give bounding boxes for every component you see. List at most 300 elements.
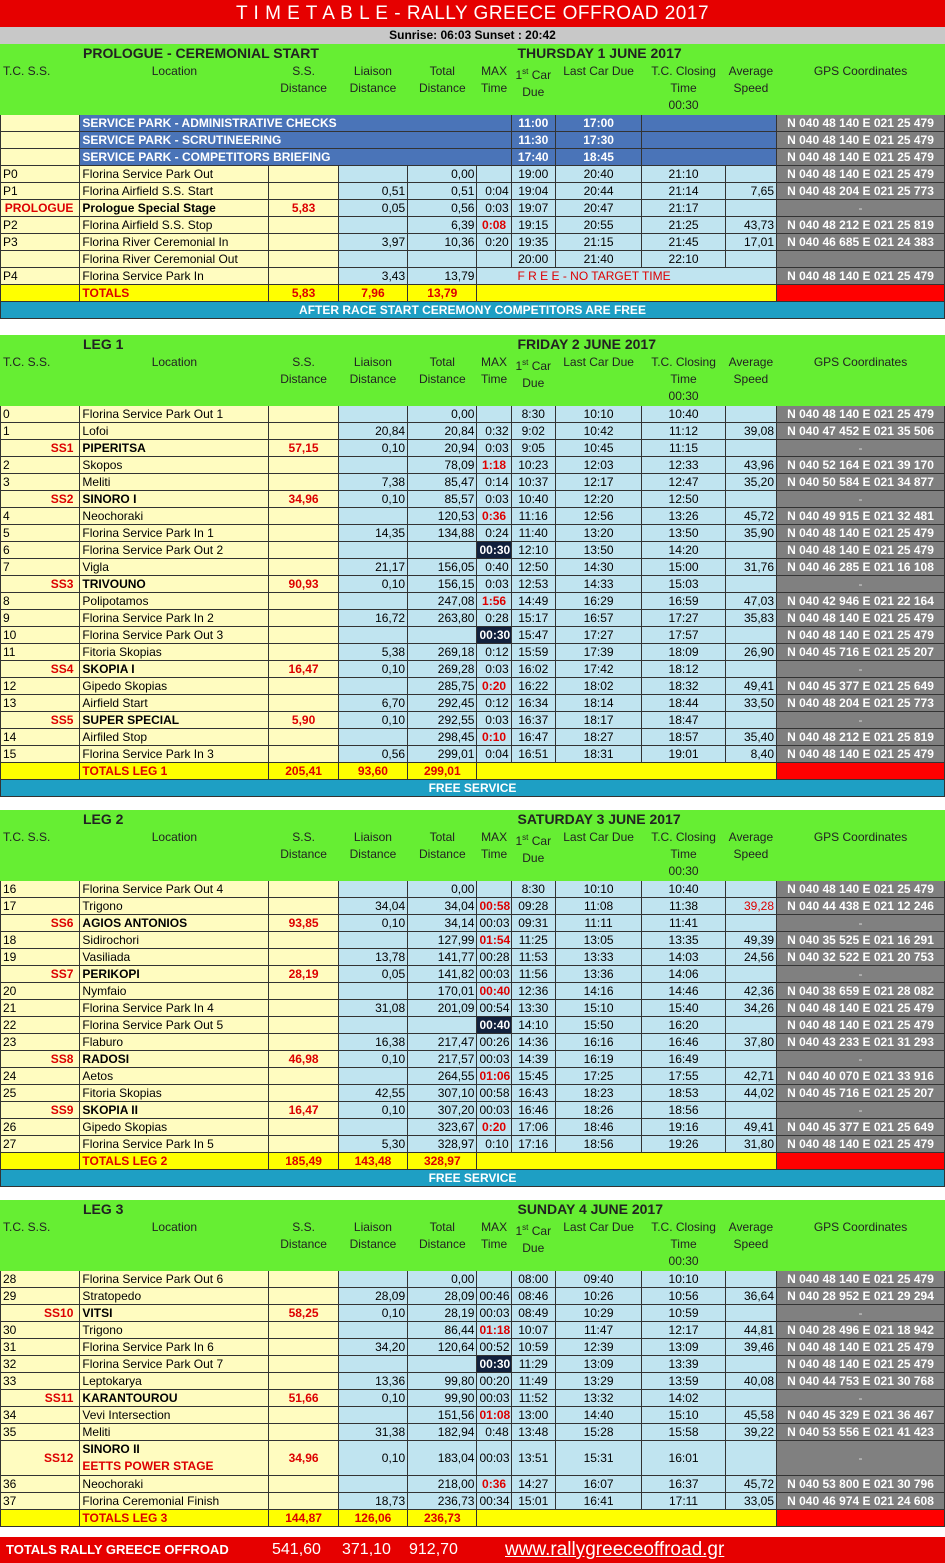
cell-first-car: 14:36 <box>511 1034 555 1051</box>
page-title: T I M E T A B L E - RALLY GREECE OFFROAD 2017 <box>0 0 945 27</box>
table-row <box>1 1000 945 1017</box>
cell-gps: N 040 44 438 E 021 12 246 <box>777 898 945 915</box>
cell-liaison <box>338 251 407 268</box>
cell-last-car: 13:50 <box>555 542 641 559</box>
col-tc-closing <box>642 63 725 115</box>
cell-tcss: 12 <box>1 678 80 695</box>
cell-ss-distance <box>269 644 338 661</box>
cell-avg-speed: 45,72 <box>725 1476 776 1493</box>
cell-tcss: 34 <box>1 1407 80 1424</box>
cell-gps: - <box>777 712 945 729</box>
cell-liaison: 31,08 <box>338 1000 407 1017</box>
cell-ss-distance: 16,47 <box>269 1102 338 1119</box>
table-row <box>1 217 945 234</box>
leg1-table <box>0 335 945 797</box>
section-heading <box>1 811 945 829</box>
cell-max-time: 0:03 <box>477 200 511 217</box>
cell-total: 127,99 <box>408 932 477 949</box>
cell-ss-distance <box>269 1136 338 1153</box>
cell-ss-distance <box>269 234 338 251</box>
cell-tc-closing: 18:12 <box>642 661 725 678</box>
cell-last-car: 17:39 <box>555 644 641 661</box>
cell-location: Florina Ceremonial Finish <box>80 1493 269 1510</box>
cell-location: Florina Service Park Out 1 <box>80 406 269 423</box>
col-avg-speed: Average Speed <box>725 829 776 881</box>
cell-avg-speed: 24,56 <box>725 949 776 966</box>
cell-total: 218,00 <box>408 1476 477 1493</box>
cell-location: Gipedo Skopias <box>80 1119 269 1136</box>
free-no-target-time: F R E E - NO TARGET TIME <box>477 268 777 285</box>
cell-max-time: 00:54 <box>477 1000 511 1017</box>
cell-tc-closing: 18:47 <box>642 712 725 729</box>
cell-avg-speed: 39,46 <box>725 1339 776 1356</box>
cell-gps: N 040 35 525 E 021 16 291 <box>777 932 945 949</box>
cell-total: 328,97 <box>408 1136 477 1153</box>
cell-last-car: 12:03 <box>555 457 641 474</box>
service-name: SERVICE PARK - ADMINISTRATIVE CHECKS <box>80 115 511 132</box>
cell-tcss: SS1 <box>1 440 80 457</box>
cell-first-car: 13:51 <box>511 1441 555 1476</box>
cell-tcss: 8 <box>1 593 80 610</box>
cell-max-time: 01:08 <box>477 1407 511 1424</box>
cell-last-car: 15:28 <box>555 1424 641 1441</box>
cell-total: 78,09 <box>408 457 477 474</box>
cell-total: 34,04 <box>408 898 477 915</box>
cell-location: SUPER SPECIAL <box>80 712 269 729</box>
cell-total: 134,88 <box>408 525 477 542</box>
table-row <box>1 932 945 949</box>
cell-tcss: SS11 <box>1 1390 80 1407</box>
cell-avg-speed <box>725 1051 776 1068</box>
cell-first-car: 10:59 <box>511 1339 555 1356</box>
totals-liaison: 93,60 <box>338 763 407 780</box>
cell-liaison: 0,10 <box>338 491 407 508</box>
cell-liaison <box>338 1476 407 1493</box>
cell-avg-speed: 39,22 <box>725 1424 776 1441</box>
cell-tc-closing: 13:26 <box>642 508 725 525</box>
cell-tc-closing: 19:01 <box>642 746 725 763</box>
col-tcss: T.C. S.S. <box>1 829 80 881</box>
cell-last-car: 12:39 <box>555 1339 641 1356</box>
cell-ss-distance <box>269 1085 338 1102</box>
cell-total: 269,28 <box>408 661 477 678</box>
cell-last-car: 09:40 <box>555 1271 641 1288</box>
cell-tcss: SS12 <box>1 1441 80 1476</box>
cell-total: 99,90 <box>408 1390 477 1407</box>
cell-tc-closing: 18:57 <box>642 729 725 746</box>
cell-max-time: 00:03 <box>477 1441 511 1476</box>
totals-row <box>1 1510 945 1527</box>
cell-first-car: 15:47 <box>511 627 555 644</box>
cell-tc-closing: 19:16 <box>642 1119 725 1136</box>
table-row <box>1 881 945 898</box>
table-row <box>1 1119 945 1136</box>
cell-tc-closing: 15:40 <box>642 1000 725 1017</box>
cell-tc-closing: 11:41 <box>642 915 725 932</box>
cell-first-car: 11:29 <box>511 1356 555 1373</box>
cell-avg-speed <box>725 406 776 423</box>
cell-avg-speed: 45,58 <box>725 1407 776 1424</box>
cell-last-car: 12:56 <box>555 508 641 525</box>
cell-ss-distance <box>269 949 338 966</box>
cell-first-car: 12:53 <box>511 576 555 593</box>
cell-liaison: 7,38 <box>338 474 407 491</box>
cell-gps: - <box>777 1051 945 1068</box>
cell-avg-speed: 47,03 <box>725 593 776 610</box>
table-row <box>1 1085 945 1102</box>
cell-location: Florina Airfield S.S. Start <box>80 183 269 200</box>
banner-text: AFTER RACE START CEREMONY COMPETITORS ARE FREE <box>1 302 945 319</box>
cell-tc-closing: 10:40 <box>642 406 725 423</box>
cell-avg-speed: 43,96 <box>725 457 776 474</box>
cell-max-time: 0:24 <box>477 525 511 542</box>
cell-max-time: 0:20 <box>477 234 511 251</box>
cell-liaison <box>338 729 407 746</box>
cell-max-time: 0:04 <box>477 183 511 200</box>
cell-tc-closing: 16:01 <box>642 1441 725 1476</box>
cell-gps: N 040 46 685 E 021 24 383 <box>777 234 945 251</box>
cell-first-car: 08:46 <box>511 1288 555 1305</box>
cell-liaison: 16,38 <box>338 1034 407 1051</box>
section-date: SUNDAY 4 JUNE 2017 <box>477 1201 945 1219</box>
cell-location: Florina Service Park In 2 <box>80 610 269 627</box>
cell-tcss: 5 <box>1 525 80 542</box>
cell-liaison: 3,43 <box>338 268 407 285</box>
cell-gps: N 040 45 377 E 021 25 649 <box>777 1119 945 1136</box>
cell-liaison <box>338 1119 407 1136</box>
cell-total <box>408 627 477 644</box>
cell-liaison <box>338 678 407 695</box>
cell-first-car: 12:50 <box>511 559 555 576</box>
cell-last-car: 10:45 <box>555 440 641 457</box>
cell-gps: N 040 48 140 E 021 25 479 <box>777 746 945 763</box>
cell-liaison: 18,73 <box>338 1493 407 1510</box>
cell-avg-speed <box>725 966 776 983</box>
service-gps: N 040 48 140 E 021 25 479 <box>777 115 945 132</box>
cell-gps: N 040 52 164 E 021 39 170 <box>777 457 945 474</box>
cell-gps: N 040 46 974 E 021 24 608 <box>777 1493 945 1510</box>
cell-tcss: SS6 <box>1 915 80 932</box>
cell-gps: N 040 48 204 E 021 25 773 <box>777 183 945 200</box>
cell-total: 0,00 <box>408 406 477 423</box>
cell-total: 170,01 <box>408 983 477 1000</box>
table-row <box>1 610 945 627</box>
cell-last-car: 18:14 <box>555 695 641 712</box>
cell-gps: N 040 48 140 E 021 25 479 <box>777 1017 945 1034</box>
cell-avg-speed: 43,73 <box>725 217 776 234</box>
table-row <box>1 627 945 644</box>
cell-ss-distance <box>269 593 338 610</box>
leg2-table <box>0 810 945 1187</box>
cell-ss-distance <box>269 1373 338 1390</box>
cell-gps: N 040 48 140 E 021 25 479 <box>777 627 945 644</box>
cell-avg-speed <box>725 661 776 678</box>
cell-avg-speed: 8,40 <box>725 746 776 763</box>
cell-gps <box>777 251 945 268</box>
cell-ss-distance: 58,25 <box>269 1305 338 1322</box>
col-tc-closing-sub: 00:30 <box>668 864 699 878</box>
cell-max-time: 0:10 <box>477 729 511 746</box>
cell-ss-distance <box>269 1424 338 1441</box>
cell-tcss: P2 <box>1 217 80 234</box>
cell-location: RADOSI <box>80 1051 269 1068</box>
cell-first-car: 11:25 <box>511 932 555 949</box>
totals-total: 328,97 <box>408 1153 477 1170</box>
cell-ss-distance <box>269 406 338 423</box>
col-max-time: MAX Time <box>477 829 511 881</box>
table-row <box>1 457 945 474</box>
grand-totals-total: 912,70 <box>409 1541 458 1558</box>
cell-location: Florina Service Park Out 7 <box>80 1356 269 1373</box>
cell-liaison: 13,78 <box>338 949 407 966</box>
cell-liaison: 0,51 <box>338 183 407 200</box>
cell-gps: N 040 38 659 E 021 28 082 <box>777 983 945 1000</box>
cell-total <box>408 251 477 268</box>
table-row <box>1 678 945 695</box>
table-row <box>1 949 945 966</box>
cell-first-car: 19:00 <box>511 166 555 183</box>
cell-location: Airfiled Stop <box>80 729 269 746</box>
cell-avg-speed: 7,65 <box>725 183 776 200</box>
cell-location: PIPERITSA <box>80 440 269 457</box>
cell-avg-speed <box>725 1305 776 1322</box>
cell-liaison: 0,10 <box>338 915 407 932</box>
cell-first-car: 10:37 <box>511 474 555 491</box>
col-gps: GPS Coordinates <box>777 829 945 881</box>
cell-total: 292,45 <box>408 695 477 712</box>
cell-location: Fitoria Skopias <box>80 644 269 661</box>
cell-tc-closing: 14:20 <box>642 542 725 559</box>
service-name: SERVICE PARK - SCRUTINEERING <box>80 132 511 149</box>
cell-first-car: 14:49 <box>511 593 555 610</box>
cell-gps: N 040 48 140 E 021 25 479 <box>777 881 945 898</box>
cell-total: 34,14 <box>408 915 477 932</box>
cell-first-car: 15:59 <box>511 644 555 661</box>
totals-label: TOTALS LEG 2 <box>80 1153 269 1170</box>
cell-last-car: 18:02 <box>555 678 641 695</box>
cell-ss-distance: 5,83 <box>269 200 338 217</box>
col-last-car: Last Car Due <box>555 1219 641 1271</box>
cell-tc-closing: 14:06 <box>642 966 725 983</box>
cell-tc-closing: 15:58 <box>642 1424 725 1441</box>
cell-location: Polipotamos <box>80 593 269 610</box>
cell-total: 0,56 <box>408 200 477 217</box>
cell-total: 236,73 <box>408 1493 477 1510</box>
leg3-table <box>0 1200 945 1527</box>
cell-location: KARANTOUROU <box>80 1390 269 1407</box>
cell-liaison <box>338 217 407 234</box>
cell-last-car: 16:19 <box>555 1051 641 1068</box>
cell-max-time: 0:03 <box>477 576 511 593</box>
table-row <box>1 508 945 525</box>
cell-first-car: 19:04 <box>511 183 555 200</box>
table-row <box>1 661 945 678</box>
cell-avg-speed: 49,41 <box>725 678 776 695</box>
cell-last-car: 21:40 <box>555 251 641 268</box>
table-row <box>1 695 945 712</box>
cell-gps: - <box>777 661 945 678</box>
cell-last-car: 18:17 <box>555 712 641 729</box>
cell-tc-closing: 17:11 <box>642 1493 725 1510</box>
section-title: PROLOGUE - CEREMONIAL START <box>1 45 477 63</box>
cell-last-car: 10:10 <box>555 406 641 423</box>
cell-total: 6,39 <box>408 217 477 234</box>
col-ss-distance: S.S. Distance <box>269 354 338 406</box>
cell-location: Vasiliada <box>80 949 269 966</box>
cell-avg-speed: 26,90 <box>725 644 776 661</box>
cell-gps: N 040 44 753 E 021 30 768 <box>777 1373 945 1390</box>
cell-first-car: 19:07 <box>511 200 555 217</box>
website-link[interactable]: www.rallygreeceoffroad.gr <box>505 1539 725 1560</box>
totals-label: TOTALS LEG 1 <box>80 763 269 780</box>
section-title: LEG 2 <box>1 811 477 829</box>
cell-ss-distance: 5,90 <box>269 712 338 729</box>
cell-max-time: 00:03 <box>477 1102 511 1119</box>
cell-gps: - <box>777 1305 945 1322</box>
cell-liaison: 0,10 <box>338 1051 407 1068</box>
cell-tcss: 2 <box>1 457 80 474</box>
cell-max-time: 00:03 <box>477 1390 511 1407</box>
cell-last-car: 18:46 <box>555 1119 641 1136</box>
cell-location: Aetos <box>80 1068 269 1085</box>
service-row <box>1 115 945 132</box>
service-row <box>1 149 945 166</box>
table-row <box>1 712 945 729</box>
cell-tcss: 17 <box>1 898 80 915</box>
table-row <box>1 1271 945 1288</box>
cell-avg-speed <box>725 1271 776 1288</box>
cell-avg-speed: 42,36 <box>725 983 776 1000</box>
table-row <box>1 1373 945 1390</box>
cell-location: Fitoria Skopias <box>80 1085 269 1102</box>
cell-first-car: 8:30 <box>511 406 555 423</box>
cell-tcss: SS4 <box>1 661 80 678</box>
totals-ss: 185,49 <box>269 1153 338 1170</box>
cell-liaison: 42,55 <box>338 1085 407 1102</box>
cell-first-car: 10:07 <box>511 1322 555 1339</box>
cell-tcss: 25 <box>1 1085 80 1102</box>
cell-first-car: 10:40 <box>511 491 555 508</box>
cell-tc-closing: 15:00 <box>642 559 725 576</box>
cell-tc-closing: 13:09 <box>642 1339 725 1356</box>
table-row <box>1 729 945 746</box>
cell-gps: N 040 48 140 E 021 25 479 <box>777 1000 945 1017</box>
cell-tc-closing: 12:50 <box>642 491 725 508</box>
cell-gps: N 040 45 377 E 021 25 649 <box>777 678 945 695</box>
cell-tc-closing: 12:17 <box>642 1322 725 1339</box>
cell-first-car: 15:17 <box>511 610 555 627</box>
cell-ss-distance <box>269 525 338 542</box>
column-headers <box>1 63 945 115</box>
col-last-car: Last Car Due <box>555 829 641 881</box>
section-date: SATURDAY 3 JUNE 2017 <box>477 811 945 829</box>
cell-last-car: 11:47 <box>555 1322 641 1339</box>
cell-tc-closing: 15:03 <box>642 576 725 593</box>
section-heading <box>1 45 945 63</box>
col-liaison: Liaison Distance <box>338 354 407 406</box>
cell-tc-closing: 16:37 <box>642 1476 725 1493</box>
cell-gps: - <box>777 915 945 932</box>
banner-text: FREE SERVICE <box>1 1170 945 1187</box>
cell-total: 151,56 <box>408 1407 477 1424</box>
cell-last-car: 13:36 <box>555 966 641 983</box>
cell-ss-distance <box>269 542 338 559</box>
col-tc-closing-sub: 00:30 <box>668 389 699 403</box>
cell-max-time: 0:03 <box>477 440 511 457</box>
cell-first-car: 10:23 <box>511 457 555 474</box>
cell-max-time: 00:52 <box>477 1339 511 1356</box>
cell-first-car: 9:05 <box>511 440 555 457</box>
cell-max-time: 00:58 <box>477 898 511 915</box>
cell-location: Lofoi <box>80 423 269 440</box>
cell-avg-speed <box>725 576 776 593</box>
cell-last-car: 11:08 <box>555 898 641 915</box>
cell-total: 247,08 <box>408 593 477 610</box>
totals-row <box>1 1153 945 1170</box>
cell-gps: N 040 48 204 E 021 25 773 <box>777 695 945 712</box>
cell-gps: N 040 46 285 E 021 16 108 <box>777 559 945 576</box>
cell-tc-closing: 10:59 <box>642 1305 725 1322</box>
cell-location: Meliti <box>80 1424 269 1441</box>
cell-liaison <box>338 406 407 423</box>
cell-gps: - <box>777 200 945 217</box>
cell-total: 120,53 <box>408 508 477 525</box>
cell-ss-distance <box>269 1322 338 1339</box>
cell-tc-closing: 13:59 <box>642 1373 725 1390</box>
cell-tcss: 0 <box>1 406 80 423</box>
cell-tcss: 23 <box>1 1034 80 1051</box>
cell-max-time: 00:30 <box>477 542 511 559</box>
cell-tcss: 32 <box>1 1356 80 1373</box>
table-row <box>1 1136 945 1153</box>
service-first: 11:00 <box>511 115 555 132</box>
cell-total: 156,15 <box>408 576 477 593</box>
totals-total: 236,73 <box>408 1510 477 1527</box>
cell-tc-closing: 17:57 <box>642 627 725 644</box>
table-row <box>1 1102 945 1119</box>
table-row <box>1 1390 945 1407</box>
cell-last-car: 10:42 <box>555 423 641 440</box>
table-row <box>1 491 945 508</box>
cell-gps: N 040 42 946 E 021 22 164 <box>777 593 945 610</box>
grand-totals-liaison: 371,10 <box>342 1541 391 1558</box>
cell-avg-speed <box>725 1441 776 1476</box>
cell-max-time <box>477 166 511 183</box>
cell-tc-closing: 13:35 <box>642 932 725 949</box>
cell-tc-closing: 22:10 <box>642 251 725 268</box>
cell-liaison <box>338 508 407 525</box>
cell-first-car: 16:02 <box>511 661 555 678</box>
cell-first-car: 20:00 <box>511 251 555 268</box>
cell-location: Trigono <box>80 1322 269 1339</box>
col-tc-closing-label: T.C. Closing Time <box>651 1220 716 1251</box>
cell-location: SKOPIA II <box>80 1102 269 1119</box>
cell-last-car: 13:29 <box>555 1373 641 1390</box>
cell-avg-speed: 35,20 <box>725 474 776 491</box>
cell-first-car: 17:06 <box>511 1119 555 1136</box>
cell-tc-closing: 16:46 <box>642 1034 725 1051</box>
cell-last-car: 16:07 <box>555 1476 641 1493</box>
cell-location: Vigla <box>80 559 269 576</box>
table-row <box>1 200 945 217</box>
cell-avg-speed: 45,72 <box>725 508 776 525</box>
col-max-time: MAX Time <box>477 354 511 406</box>
col-tcss: T.C. S.S. <box>1 1219 80 1271</box>
section-heading <box>1 1201 945 1219</box>
cell-gps: N 040 48 140 E 021 25 479 <box>777 525 945 542</box>
cell-avg-speed: 42,71 <box>725 1068 776 1085</box>
cell-location: Florina Service Park In <box>80 268 269 285</box>
